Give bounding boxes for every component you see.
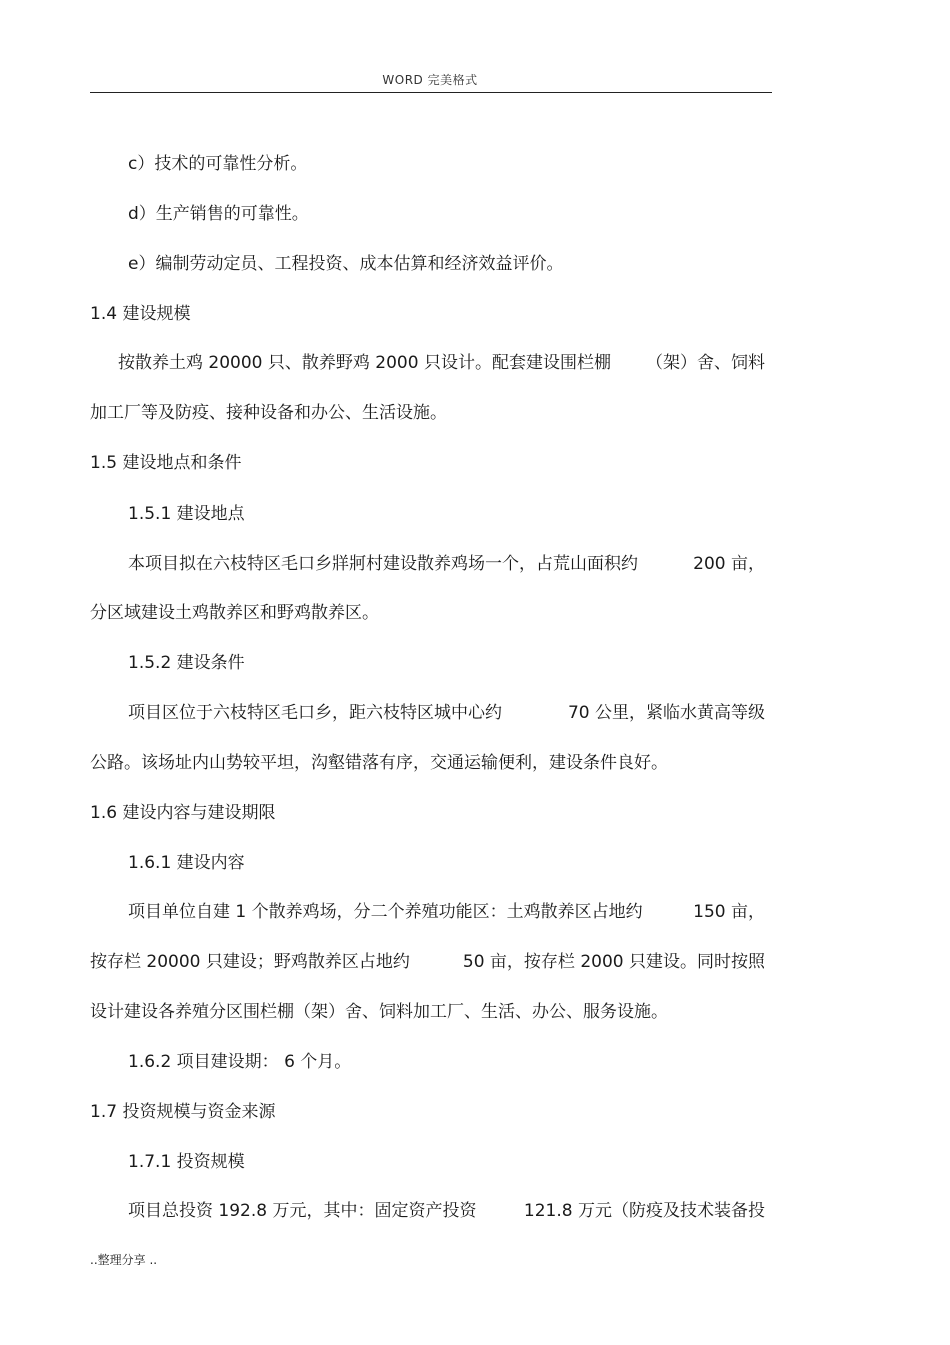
paragraph-line (128, 701, 765, 725)
text-segment: 70 公里，紧临水黄高等级 (567, 703, 765, 723)
paragraph-line: 设计建设各养殖分区围栏棚（架）舍、饲料加工厂、生活、办公、服务设施。 (90, 1002, 668, 1022)
section-heading-1-6: 1.6 建设内容与建设期限 (90, 803, 276, 823)
subsection-heading-1-5-2: 1.5.2 建设条件 (128, 653, 245, 673)
subsection-heading-1-6-1: 1.6.1 建设内容 (128, 853, 245, 873)
section-heading-1-5: 1.5 建设地点和条件 (90, 453, 242, 473)
list-item-e: e）编制劳动定员、工程投资、成本估算和经济效益评价。 (128, 254, 564, 274)
page-header: WORD 完美格式 (382, 73, 478, 87)
paragraph-line: 公路。该场址内山势较平坦，沟壑错落有序，交通运输便利，建设条件良好。 (90, 753, 668, 773)
paragraph-line: 加工厂等及防疫、接种设备和办公、生活设施。 (90, 403, 447, 423)
text-segment: 项目总投资 192.8 万元，其中：固定资产投资 (128, 1201, 477, 1221)
paragraph-line (128, 1199, 765, 1223)
list-item-c: c）技术的可靠性分析。 (128, 154, 308, 174)
list-item-d: d）生产销售的可靠性。 (128, 204, 309, 224)
paragraph-line (128, 900, 765, 924)
subsection-heading-1-6-2: 1.6.2 项目建设期： 6 个月。 (128, 1052, 352, 1072)
text-segment: （架）舍、饲料 (646, 353, 765, 373)
paragraph-line (118, 351, 765, 375)
section-heading-1-7: 1.7 投资规模与资金来源 (90, 1102, 276, 1122)
paragraph-line (90, 950, 765, 974)
section-heading-1-4: 1.4 建设规模 (90, 304, 191, 324)
subsection-heading-1-7-1: 1.7.1 投资规模 (128, 1152, 245, 1172)
subsection-heading-1-5-1: 1.5.1 建设地点 (128, 504, 245, 524)
paragraph-line (128, 552, 765, 576)
text-segment: 50 亩，按存栏 2000 只建设。同时按照 (462, 952, 765, 972)
text-segment: 200 亩， (693, 554, 765, 574)
text-segment: 150 亩， (693, 902, 765, 922)
text-segment: 按散养土鸡 20000 只、散养野鸡 2000 只设计。配套建设围栏棚 (118, 353, 611, 373)
page-footer: ..整理分享 .. (90, 1253, 158, 1267)
text-segment: 121.8 万元（防疫及技术装备投 (523, 1201, 765, 1221)
text-segment: 项目单位自建 1 个散养鸡场，分二个养殖功能区：土鸡散养区占地约 (128, 902, 643, 922)
text-segment: 项目区位于六枝特区毛口乡，距六枝特区城中心约 (128, 703, 502, 723)
text-segment: 本项目拟在六枝特区毛口乡牂牁村建设散养鸡场一个，占荒山面积约 (128, 554, 638, 574)
text-segment: 按存栏 20000 只建设；野鸡散养区占地约 (90, 952, 410, 972)
paragraph-line: 分区域建设土鸡散养区和野鸡散养区。 (90, 603, 379, 623)
header-divider (90, 92, 772, 93)
